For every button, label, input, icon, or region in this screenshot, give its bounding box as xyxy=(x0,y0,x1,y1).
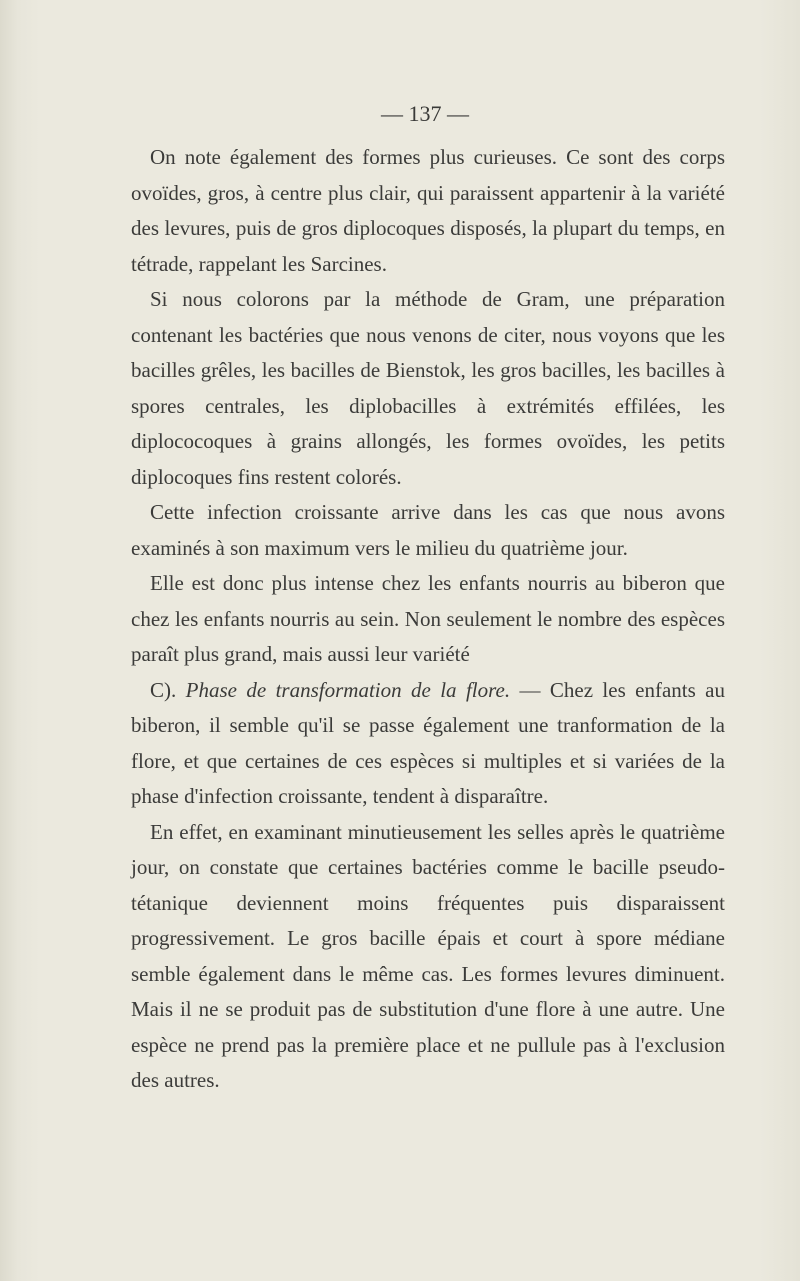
paragraph-bottle-fed: Elle est donc plus intense chez les enfants nourris au biberon que chez les enfants nourris au sein. Non seulement le nombre des espèces paraît plus grand, mais aussi leur variété xyxy=(131,571,725,666)
paragraph-infection-maximum: Cette infection croissante arrive dans les cas que nous avons examinés à son maximum vers le milieu du quatrième jour. xyxy=(131,500,725,560)
section-c-label: C). xyxy=(150,677,177,702)
section-c-title: Phase de transformation de la flore. xyxy=(185,677,511,702)
paragraph-examination: En effet, en examinant minutieusement les selles après le quatrième jour, on constate que certaines bactéries comme le bacille pseudo-tétanique deviennent moins fréquentes puis disparaissent progressivement. Le gros bacille épais et court à spore médiane semble également dans le même cas. Les formes levures diminuent. Mais il ne se produit pas de substitution d'une flore à une autre. Une espèce ne prend pas la première place et ne pullule pas à l'exclusion des autres. xyxy=(131,819,725,1092)
paragraph-section-c xyxy=(131,673,725,815)
page-number: — 137 — xyxy=(381,101,469,126)
paragraph-forms: On note également des formes plus curieuses. Ce sont des corps ovoïdes, gros, à centre plus clair, qui paraissent appartenir à la variété des levures, puis de gros diplocoques disposés, la plupart du temps, en tétrade, rappelant les Sarcines. xyxy=(131,145,725,276)
section-c-text: — Chez les enfants au biberon, il semble qu'il se passe également une tranformation de la flore, et que certaines de ces espèces si multiples et si variées de la phase d'infection croissante, tendent à disparaître. xyxy=(131,677,726,808)
paragraph-gram-stain: Si nous colorons par la méthode de Gram, une préparation contenant les bactéries que nous venons de citer, nous voyons que les bacilles grêles, les bacilles de Bienstok, les gros bacilles, les bacilles à spores centrales, les diplobacilles à extrémités effilées, les diplococoques à grains allongés, les formes ovoïdes, les petits diplocoques fins restent colorés. xyxy=(131,287,725,489)
body-text xyxy=(131,140,725,1099)
